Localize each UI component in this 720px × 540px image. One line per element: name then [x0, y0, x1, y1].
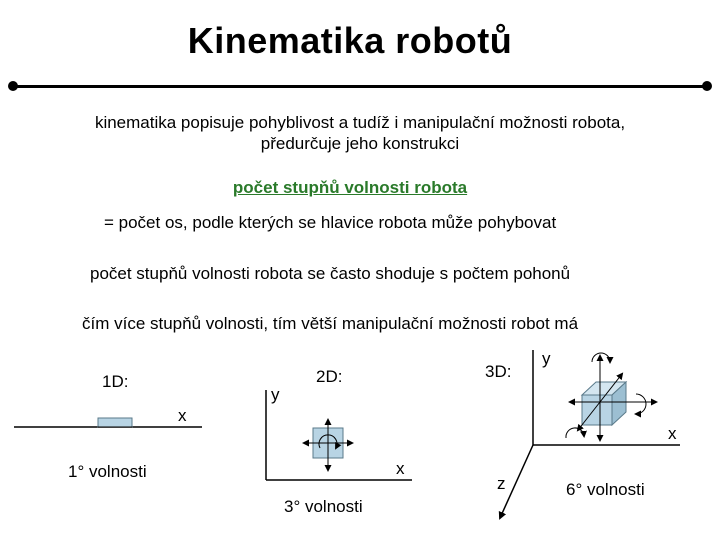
rotation-arc-x-3d [636, 394, 646, 414]
caption-2d: 3° volnosti [284, 497, 363, 516]
definition-text: = počet os, podle kterých se hlavice robota může pohybovat [104, 213, 557, 232]
section-heading: počet stupňů volnosti robota [232, 178, 468, 197]
axis-x-label-1d: x [178, 406, 187, 425]
cube-3d [582, 382, 626, 425]
rotation-arc-y-3d [592, 353, 610, 362]
axis-z-label-3d: z [497, 474, 506, 493]
diagram-1d [14, 418, 202, 427]
axis-x-label-3d: x [668, 424, 677, 443]
intro-line-1: kinematika popisuje pohyblivost a tudíž i manipulační možnosti robota, [94, 113, 626, 132]
axis-y-label-2d: y [271, 385, 280, 404]
carriage-block-1d [98, 418, 132, 427]
caption-3d: 6° volnosti [566, 480, 645, 499]
slide-title: Kinematika robotů [187, 20, 513, 61]
caption-1d: 1° volnosti [68, 462, 147, 481]
diagram-2d [266, 390, 412, 480]
label-2d: 2D: [316, 367, 343, 386]
label-1d: 1D: [102, 372, 129, 391]
rotation-arc-z-3d [566, 428, 584, 438]
axis-y-label-3d: y [542, 349, 551, 368]
axis-x-label-2d: x [396, 459, 405, 478]
statement-manipulace: čím více stupňů volnosti, tím větší manipulační možnosti robot má [82, 314, 579, 333]
intro-line-2: předurčuje jeho konstrukci [260, 134, 460, 153]
statement-pohony: počet stupňů volnosti robota se často shoduje s počtem pohonů [90, 264, 571, 283]
label-3d: 3D: [485, 362, 512, 381]
